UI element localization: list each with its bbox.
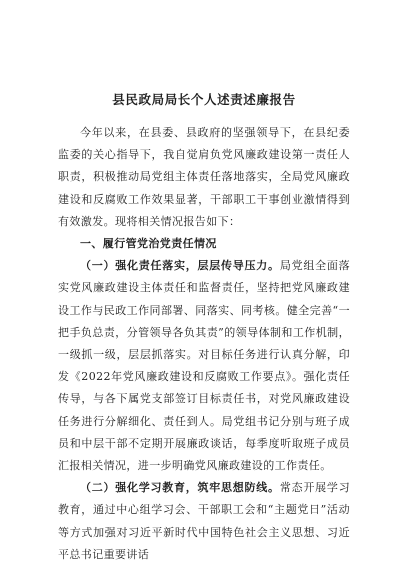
- item-2-paragraph: [58, 477, 350, 566]
- item-1-paragraph: [58, 255, 350, 477]
- section-heading-1: 一、履行管党治党责任情况: [80, 237, 217, 251]
- item-1-text: 局党组全面落实党风廉政建设主体责任和监督责任，坚持把党风廉政建设工作与民政工作同部署、同落实、同考核。健全完善“一把手负总责，分管领导各负其责”的领导体制和工作机制，一级抓一级，层层抓落实。对目标任务进行认真分解，印发《2022年党风廉政建设和反腐败工作要点》。强化责任传导，与各下属党支部签订目标责任书，对党风廉政建设任务进行分解细化、责任到人。局党组书记分别与班子成员和中层干部不定期开展廉政谈话，每季度听取班子成员汇报相关情况，进一步明确党风廉政建设的工作责任。: [58, 259, 350, 473]
- document-body: [58, 122, 350, 566]
- document-title: 县民政局局长个人述责述廉报告: [112, 92, 296, 107]
- item-2-lead: （二）强化学习教育，筑牢思想防线。: [80, 481, 280, 495]
- item-1-lead: （一）强化责任落实，层层传导压力。: [80, 259, 280, 273]
- item-2-text: 常态开展学习教育，通过中心组学习会、干部职工会和“主题党日”活动等方式加强对习近平新时代中国特色社会主义思想、习近平总书记重要讲话: [58, 481, 350, 561]
- intro-paragraph: 今年以来，在县委、县政府的坚强领导下，在县纪委监委的关心指导下，我自觉肩负党风廉政建设第一责任人职责，积极推动局党组主体责任落地落实，全局党风廉政建设和反腐败工作效果显著，干部职工干事创业激情得到有效激发。现将相关情况报告如下：: [58, 126, 350, 228]
